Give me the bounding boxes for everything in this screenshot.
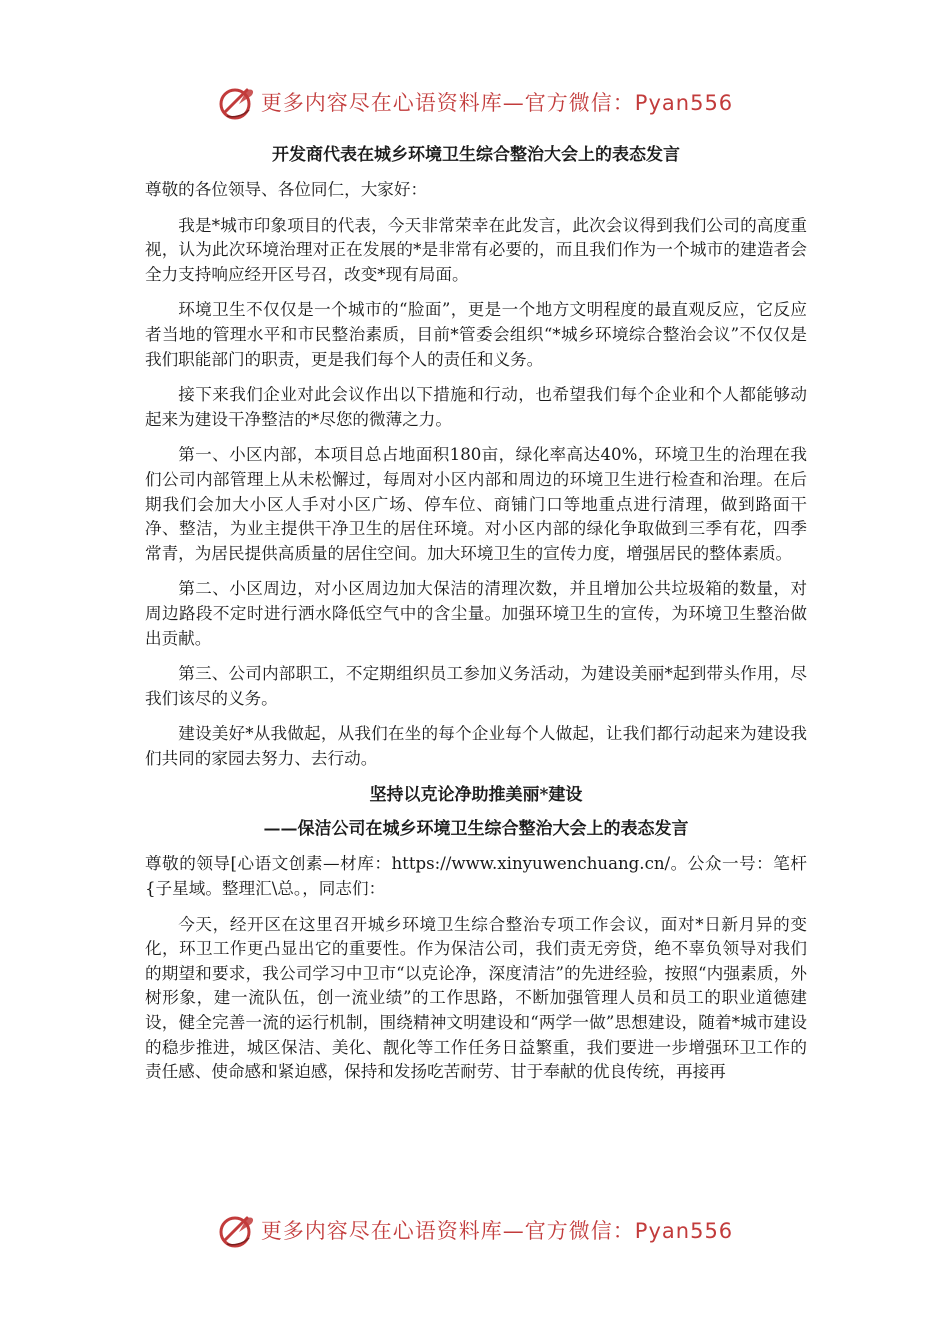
speech1-paragraph: 建设美好*从我做起，从我们在坐的每个企业每个人做起，让我们都行动起来为建设我们共同的家园去努力、去行动。 <box>145 724 807 768</box>
speech1-paragraph: 第二、小区周边，对小区周边加大保洁的清理次数，并且增加公共垃圾箱的数量，对周边路段不定时进行洒水降低空气中的含尘量。加强环境卫生的宣传，为环境卫生整治做出贡献。 <box>145 579 807 648</box>
speech1-paragraph: 环境卫生不仅仅是一个城市的“脸面”，更是一个地方文明程度的最直观反应，它反应者当地的管理水平和市民整治素质，目前*管委会组织“*城乡环境综合整治会议”不仅仅是我们职能部门的职责，更是我们每个人的责任和义务。 <box>145 300 807 369</box>
banner-text: 更多内容尽在心语资料库—官方微信：Pyan556 <box>260 91 734 115</box>
speech1-paragraph: 接下来我们企业对此会议作出以下措施和行动，也希望我们每个企业和个人都能够动起来为建设干净整洁的*尽您的微薄之力。 <box>145 385 807 429</box>
header-watermark-banner <box>0 80 950 124</box>
speech2-title: 坚持以克论净助推美丽*建设 <box>369 785 583 806</box>
document-body <box>145 142 807 1096</box>
quill-logo-icon <box>217 82 257 122</box>
speech1-paragraph: 第三、公司内部职工，不定期组织员工参加义务活动，为建设美丽*起到带头作用，尽我们该尽的义务。 <box>145 664 807 708</box>
quill-logo-icon <box>217 1210 257 1250</box>
speech2-paragraph: 今天，经开区在这里召开城乡环境卫生综合整治专项工作会议，面对*日新月异的变化，环卫工作更凸显出它的重要性。作为保洁公司，我们责无旁贷，绝不辜负领导对我们的期望和要求，我公司学习中卫市“以克论净，深度清洁”的先进经验，按照“内强素质，外树形象，建一流队伍，创一流业绩”的工作思路，不断加强管理人员和员工的职业道德建设，健全完善一流的运行机制，围绕精神文明建设和“两学一做”思想建设，随着*城市建设的稳步推进，城区保洁、美化、靓化等工作任务日益繁重，我们要进一步增强环卫工作的责任感、使命感和紧迫感，保持和发扬吃苦耐劳、甘于奉献的优良传统，再接再 <box>145 914 807 1082</box>
speech2-subtitle: ——保洁公司在城乡环境卫生综合整治大会上的表态发言 <box>263 819 689 840</box>
speech1-paragraph: 我是*城市印象项目的代表，今天非常荣幸在此发言，此次会议得到我们公司的高度重视，认为此次环境治理对正在发展的*是非常有必要的，而且我们作为一个城市的建造者会全力支持响应经开区号召，改变*现有局面。 <box>145 215 807 284</box>
speech1-title: 开发商代表在城乡环境卫生综合整治大会上的表态发言 <box>272 145 680 165</box>
speech1-salutation: 尊敬的各位领导、各位同仁，大家好： <box>145 180 428 199</box>
footer-watermark-banner <box>0 1208 950 1252</box>
banner-text: 更多内容尽在心语资料库—官方微信：Pyan556 <box>260 1219 734 1243</box>
speech1-paragraph: 第一、小区内部，本项目总占地面积180亩，绿化率高达40%，环境卫生的治理在我们公司内部管理上从未松懈过，每周对小区内部和周边的环境卫生进行检查和治理。在后期我们会加大小区人手对小区广场、停车位、商铺门口等地重点进行清理，做到路面干净、整洁，为业主提供干净卫生的居住环境。对小区内部的绿化争取做到三季有花，四季常青，为居民提供高质量的居住空间。加大环境卫生的宣传力度，增强居民的整体素质。 <box>145 445 807 563</box>
speech2-salutation: 尊敬的领导[心语文创素—材库：https://www.xinyuwenchuang.cn/。公众一号：笔杆{子星域。整理汇\总。，同志们： <box>145 854 807 899</box>
